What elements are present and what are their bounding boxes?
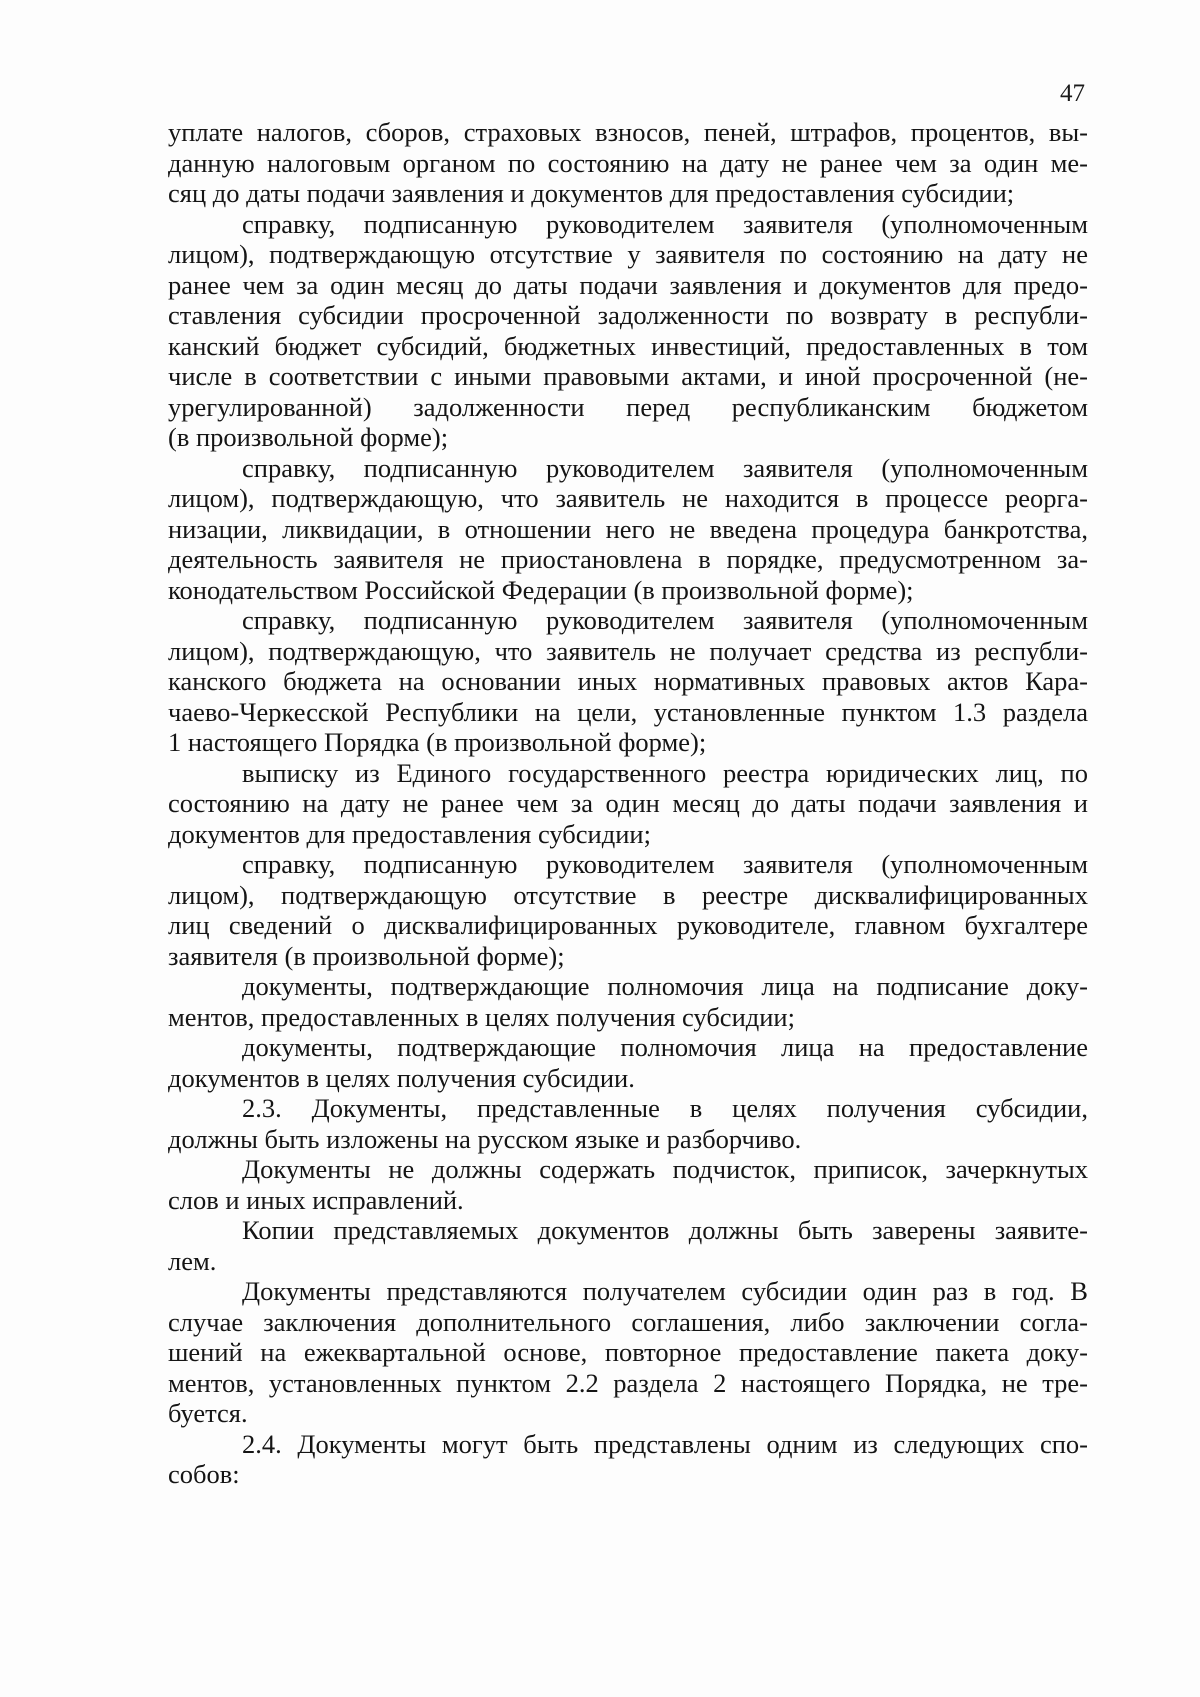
text-line: выписку из Единого государственного реестра юридических лиц, по — [242, 757, 1088, 788]
text-line: уплате налогов, сборов, страховых взносов, пеней, штрафов, процентов, вы- — [168, 117, 1088, 147]
text-line: сяц до даты подачи заявления и документов для предоставления субсидии; — [168, 178, 1015, 208]
text-line: документов для предоставления субсидии; — [168, 818, 651, 849]
text-line: (в произвольной форме); — [168, 422, 449, 452]
text-line: заявителя (в произвольной форме); — [168, 940, 565, 971]
text-line: низации, ликвидации, в отношении него не введена процедура банкротства, — [168, 513, 1088, 544]
text-line: 1 настоящего Порядка (в произвольной форме); — [168, 727, 707, 757]
text-line: буется. — [168, 1398, 248, 1428]
text-line: деятельность заявителя не приостановлена в порядке, предусмотренном за- — [168, 544, 1088, 574]
paragraph — [168, 1093, 1088, 1154]
text-line: конодательством Российской Федерации (в произвольной форме); — [168, 574, 914, 605]
text-line: ранее чем за один месяц до даты подачи заявления и документов для предо- — [168, 269, 1088, 300]
paragraph — [168, 849, 1088, 971]
text-line: шений на ежеквартальной основе, повторное предоставление пакета доку- — [168, 1337, 1088, 1367]
text-line: лицом), подтверждающую, что заявитель не получает средства из республи- — [168, 635, 1088, 666]
text-line: чаево-Черкесской Республики на цели, установленные пунктом 1.3 раздела — [168, 696, 1088, 727]
paragraph — [168, 1154, 1088, 1215]
text-line: справку, подписанную руководителем заявителя (уполномоченным — [242, 605, 1088, 635]
text-line: слов и иных исправлений. — [168, 1184, 464, 1215]
text-line: справку, подписанную руководителем заявителя (уполномоченным — [242, 452, 1088, 483]
document-body — [168, 117, 1088, 1490]
paragraph — [168, 117, 1088, 209]
text-line: случае заключения дополнительного соглашения, либо заключении согла- — [168, 1306, 1088, 1337]
text-line: канского бюджета на основании иных нормативных правовых актов Кара- — [168, 666, 1088, 696]
text-line: состоянию на дату не ранее чем за один месяц до даты подачи заявления и — [168, 788, 1088, 818]
text-line: 2.4. Документы могут быть представлены одним из следующих спо- — [242, 1428, 1088, 1459]
text-line: данную налоговым органом по состоянию на дату не ранее чем за один ме- — [168, 147, 1088, 178]
text-line: лицом), подтверждающую отсутствие у заявителя по состоянию на дату не — [168, 239, 1088, 269]
paragraph — [168, 1429, 1088, 1490]
text-line: справку, подписанную руководителем заявителя (уполномоченным — [242, 208, 1088, 239]
text-line: Документы представляются получателем субсидии один раз в год. В — [242, 1276, 1088, 1306]
text-line: ментов, предоставленных в целях получения субсидии; — [168, 1001, 795, 1032]
text-line: справку, подписанную руководителем заявителя (уполномоченным — [242, 849, 1088, 879]
text-line: лиц сведений о дисквалифицированных руководителе, главном бухгалтере — [168, 910, 1088, 940]
text-line: 2.3. Документы, представленные в целях получения субсидии, — [242, 1093, 1088, 1123]
page-number: 47 — [1060, 80, 1085, 107]
paragraph — [168, 1032, 1088, 1093]
paragraph — [168, 209, 1088, 453]
text-line: ментов, установленных пунктом 2.2 раздела 2 настоящего Порядка, не тре- — [168, 1367, 1088, 1398]
paragraph — [168, 758, 1088, 850]
text-line: собов: — [168, 1459, 240, 1489]
paragraph — [168, 971, 1088, 1032]
text-line: лем. — [168, 1245, 217, 1276]
paragraph — [168, 1215, 1088, 1276]
text-line: ставления субсидии просроченной задолженности по возврату в республи- — [168, 300, 1088, 330]
text-line: канский бюджет субсидий, бюджетных инвестиций, предоставленных в том — [168, 330, 1088, 361]
text-line: числе в соответствии с иными правовыми актами, и иной просроченной (не- — [168, 361, 1088, 391]
text-line: Копии представляемых документов должны быть заверены заявите- — [242, 1215, 1088, 1245]
text-line: лицом), подтверждающую, что заявитель не находится в процессе реорга- — [168, 483, 1088, 513]
text-line: документов в целях получения субсидии. — [168, 1062, 635, 1093]
paragraph — [168, 605, 1088, 758]
text-line: урегулированной) задолженности перед республиканским бюджетом — [168, 391, 1088, 422]
paragraph — [168, 1276, 1088, 1429]
text-line: должны быть изложены на русском языке и разборчиво. — [168, 1123, 802, 1154]
text-line: документы, подтверждающие полномочия лица на предоставление — [242, 1032, 1088, 1062]
paragraph — [168, 453, 1088, 606]
text-line: лицом), подтверждающую отсутствие в реестре дисквалифицированных — [168, 879, 1088, 910]
text-line: документы, подтверждающие полномочия лица на подписание доку- — [242, 971, 1088, 1001]
text-line: Документы не должны содержать подчисток, приписок, зачеркнутых — [242, 1154, 1088, 1184]
